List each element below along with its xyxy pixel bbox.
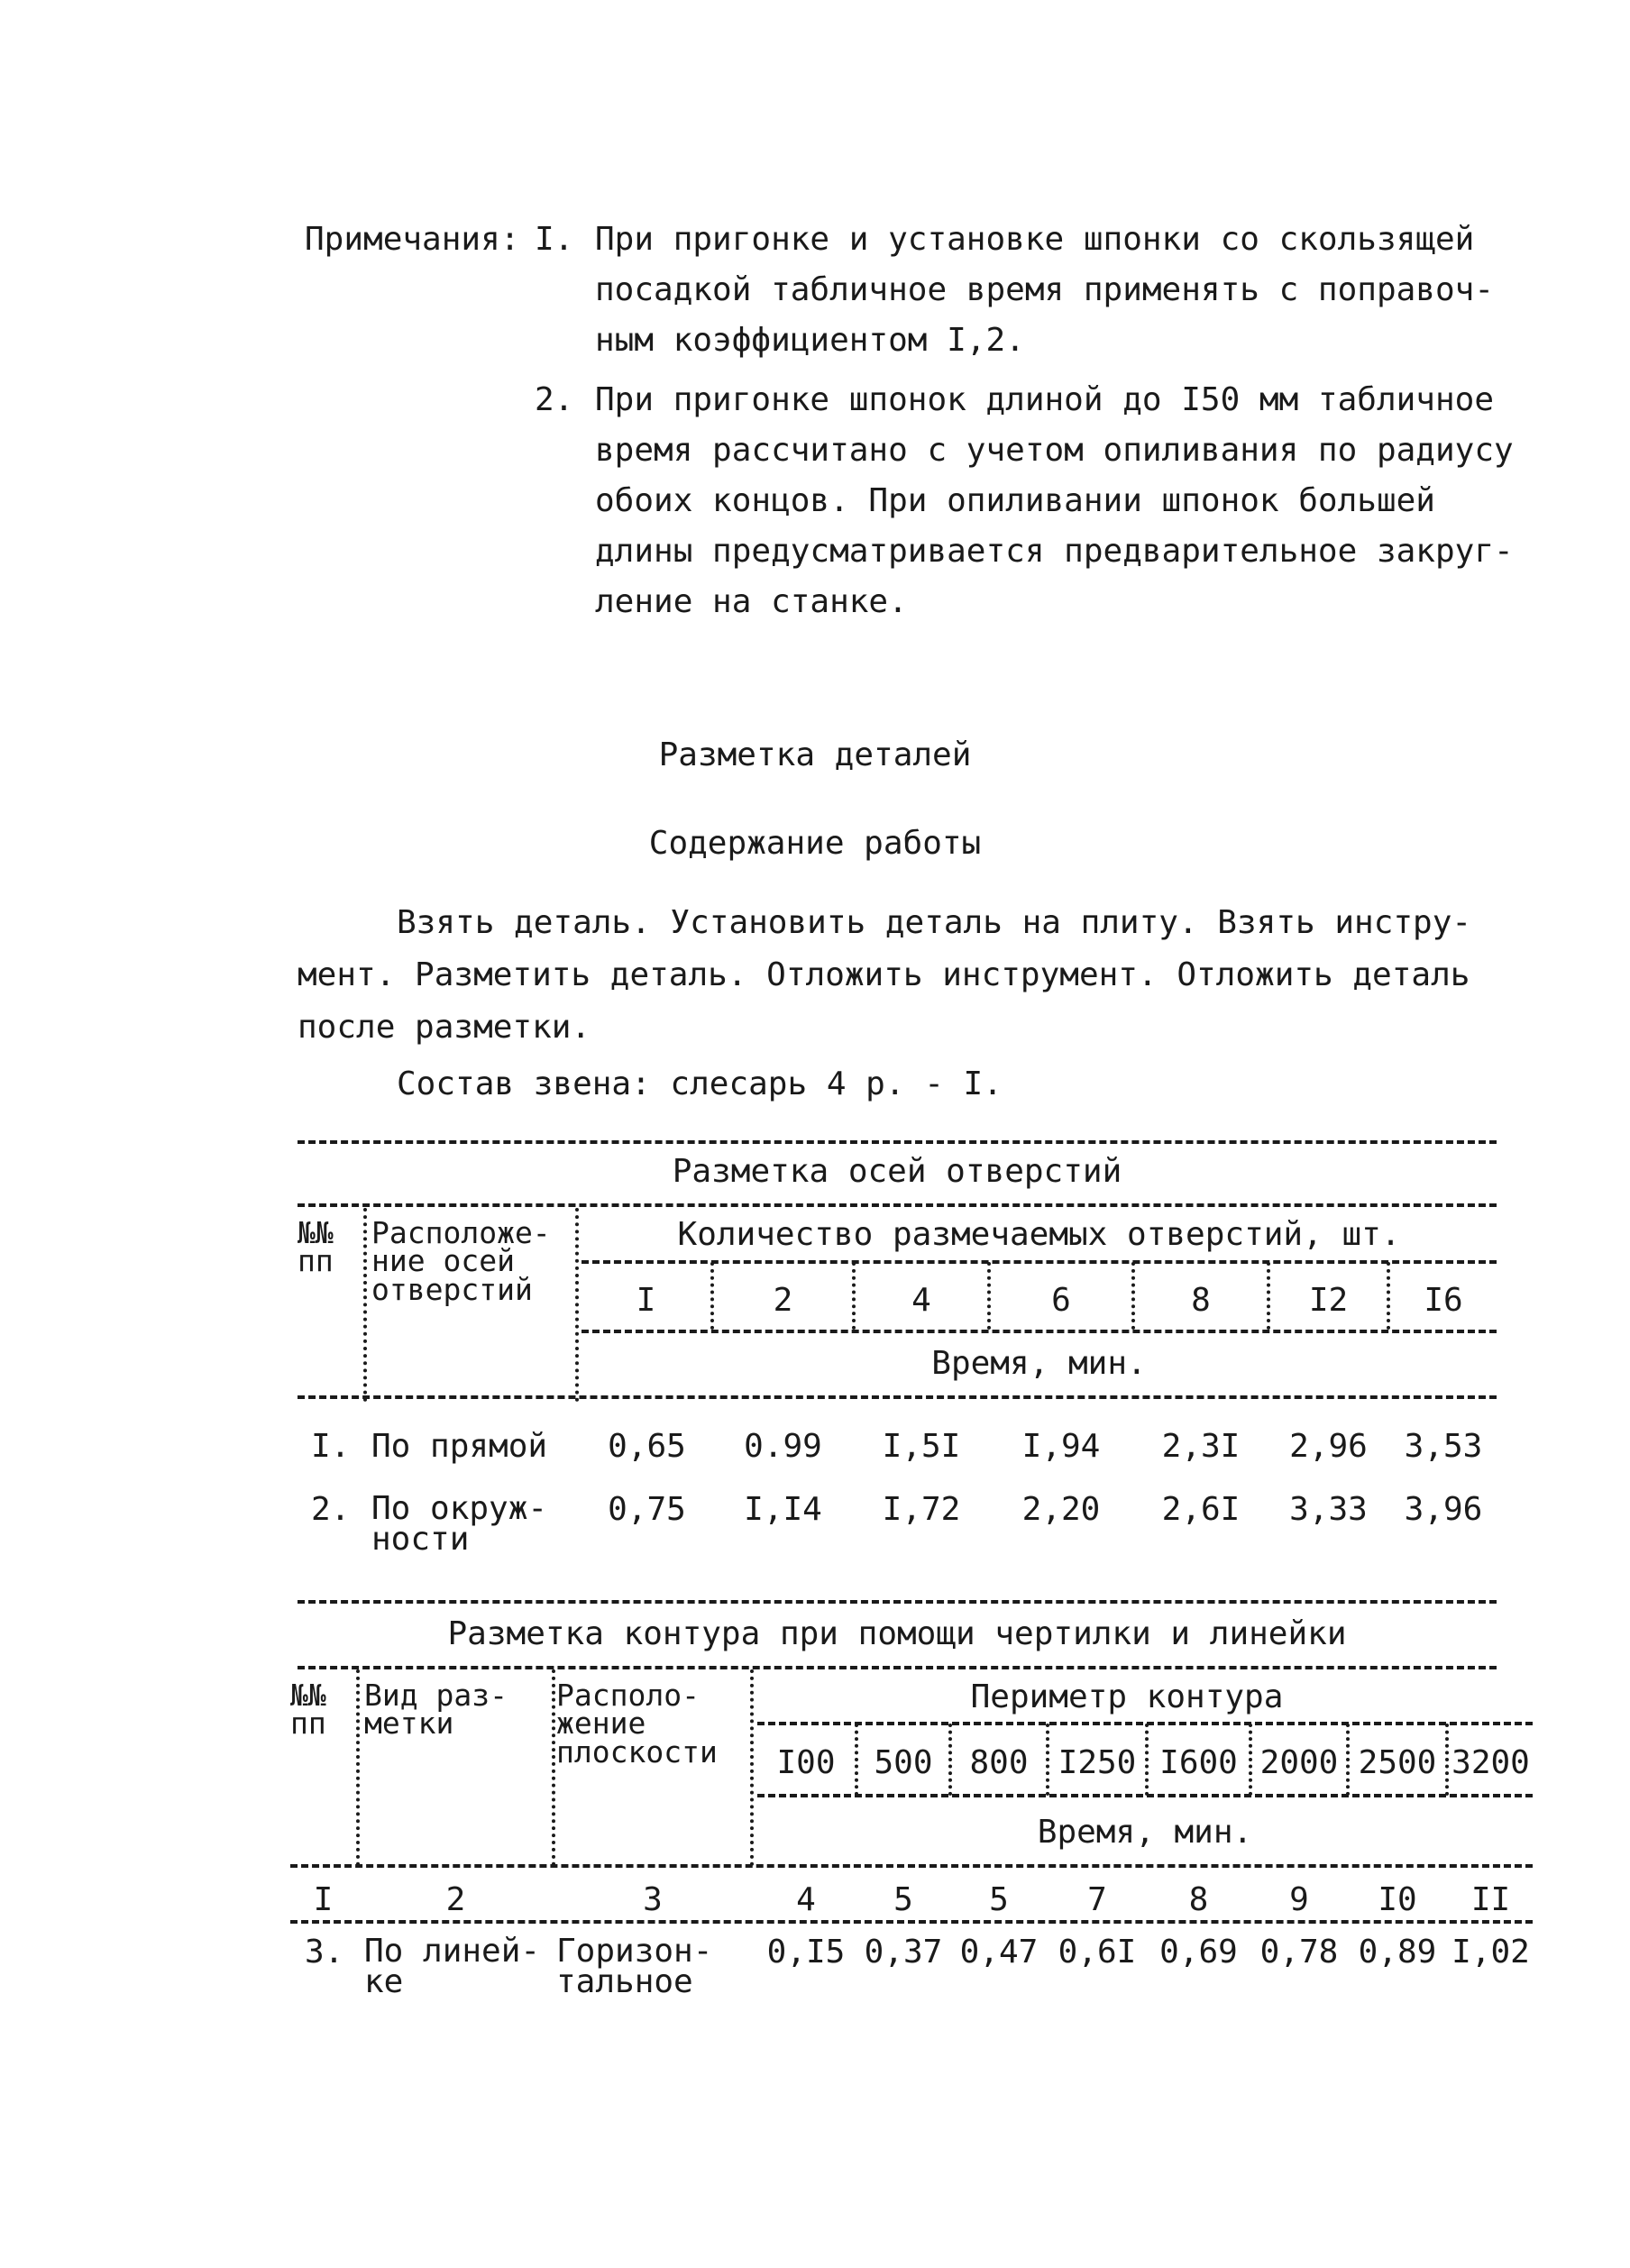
note-1-line: посадкой табличное время применять с поправоч- <box>595 271 1494 308</box>
note-2-line: время рассчитано с учетом опиливания по радиусу <box>595 432 1514 469</box>
table2-cell: 0,89 <box>1358 1934 1437 1971</box>
table1-rule <box>581 1330 1497 1333</box>
table1-cell: 2,6I <box>1161 1491 1241 1528</box>
table1-rule <box>298 1203 1497 1207</box>
table1-quantity: 4 <box>911 1282 931 1319</box>
table1-time-header: Время, мин. <box>931 1345 1147 1382</box>
table2-col-number: II <box>1470 1881 1511 1918</box>
table2-perimeter: 2500 <box>1358 1744 1437 1781</box>
table2-cell: 0,69 <box>1159 1934 1238 1971</box>
table1-cell: 0.99 <box>744 1428 822 1465</box>
table1-cell: I,5I <box>882 1428 961 1465</box>
table1-cell: 0,65 <box>608 1428 686 1465</box>
note-1-line: ным коэффициентом I,2. <box>595 322 1025 359</box>
table1-quantity: I6 <box>1424 1282 1463 1319</box>
content-line: Взять деталь. Установить деталь на плиту. Взять инстру- <box>397 904 1472 941</box>
crew-composition: Состав звена: слесарь 4 р. - I. <box>397 1065 1003 1102</box>
table1-row-name: По окруж- ности <box>371 1490 548 1559</box>
table2-perimeter: 800 <box>969 1744 1029 1781</box>
note-1-line: При пригонке и установке шпонки со скользящей <box>595 221 1475 258</box>
table1-col-divider <box>575 1208 579 1402</box>
table2-perimeter: 2000 <box>1259 1744 1339 1781</box>
notes-label: Примечания: <box>305 221 520 258</box>
table2-col-number: 3 <box>643 1881 663 1918</box>
note-2-line: ление на станке. <box>595 583 908 620</box>
table2-rule-top <box>298 1600 1497 1604</box>
table2-col-number: 2 <box>445 1881 466 1918</box>
content-line: мент. Разметить деталь. Отложить инструмент. Отложить деталь <box>298 956 1470 993</box>
table1-rule <box>298 1395 1497 1399</box>
table1-col-num-header: №№ пп <box>298 1215 334 1279</box>
content-line: после разметки. <box>298 1009 591 1046</box>
table1-cell: I,I4 <box>744 1491 822 1528</box>
table2-col-number: 8 <box>1188 1881 1209 1918</box>
table1-cell: 2,3I <box>1161 1428 1241 1465</box>
table2-cell: 0,6I <box>1058 1934 1137 1971</box>
table2-time-header: Время, мин. <box>1037 1814 1253 1851</box>
table2-cell: I,02 <box>1451 1934 1530 1971</box>
table2-rule <box>298 1666 1497 1669</box>
table2-row-plane: Горизон- тальное <box>556 1933 713 2001</box>
table2-col-number: 5 <box>893 1881 913 1918</box>
note-2-line: обоих концов. При опиливании шпонок большей <box>595 482 1435 519</box>
table1-rule <box>581 1260 1497 1264</box>
table2-col-divider <box>750 1669 754 1866</box>
table1-cell: 2,96 <box>1289 1428 1368 1465</box>
table1-cell: I,72 <box>882 1491 961 1528</box>
table1-cell: 2,20 <box>1021 1491 1101 1528</box>
table2-col-plane-header: Располо- жение плоскости <box>556 1678 718 1770</box>
table2-rule <box>757 1794 1533 1797</box>
table1-cell: 3,53 <box>1404 1428 1483 1465</box>
table2-cell: 0,37 <box>864 1934 943 1971</box>
table1-title: Разметка осей отверстий <box>672 1153 1122 1190</box>
table1-cell: 3,96 <box>1404 1491 1483 1528</box>
table2-perimeter: I250 <box>1058 1744 1137 1781</box>
table2-col-divider <box>552 1669 555 1866</box>
table2-col-kind-header: Вид раз- метки <box>364 1678 508 1742</box>
table1-group-header: Количество размечаемых отверстий, шт. <box>677 1216 1401 1253</box>
table1-quantity: 6 <box>1051 1282 1071 1319</box>
table2-perimeter: 3200 <box>1451 1744 1530 1781</box>
table1-row-name: По прямой <box>371 1428 548 1465</box>
table2-col-number: 9 <box>1289 1881 1309 1918</box>
table1-rule-top <box>298 1140 1497 1144</box>
table2-row-kind: По линей- ке <box>364 1933 541 2001</box>
table1-cell: 3,33 <box>1289 1491 1368 1528</box>
note-1-number: I. <box>535 221 574 258</box>
table1-quantity: I <box>636 1282 656 1319</box>
table2-rule <box>290 1864 1533 1868</box>
table1-quantity: I2 <box>1308 1282 1349 1319</box>
table2-col-num-header: №№ пп <box>290 1678 326 1742</box>
table1-col-divider <box>363 1208 367 1402</box>
table2-perimeter: I00 <box>776 1744 836 1781</box>
table1-quantity: 2 <box>773 1282 793 1319</box>
table1-cell: 0,75 <box>608 1491 686 1528</box>
table1-row-num: 2. <box>311 1491 351 1528</box>
table2-col-number: 7 <box>1087 1881 1107 1918</box>
table2-title: Разметка контура при помощи чертилки и линейки <box>447 1615 1347 1652</box>
table2-cell: 0,78 <box>1259 1934 1339 1971</box>
table2-group-header: Периметр контура <box>970 1678 1284 1715</box>
table2-rule <box>290 1920 1533 1924</box>
table2-cell: 0,I5 <box>766 1934 846 1971</box>
table1-row-num: I. <box>311 1428 351 1465</box>
table2-col-divider <box>356 1669 360 1866</box>
note-2-line: При пригонке шпонок длиной до I50 мм табличное <box>595 381 1494 418</box>
content-title: Содержание работы <box>648 825 982 862</box>
note-2-number: 2. <box>535 381 574 418</box>
table2-perimeter: 500 <box>874 1744 933 1781</box>
table1-quantity: 8 <box>1191 1282 1211 1319</box>
table2-col-number: 4 <box>796 1881 816 1918</box>
section-title: Разметка деталей <box>658 736 972 773</box>
note-2-line: длины предусматривается предварительное закруг- <box>595 533 1514 570</box>
table2-perimeter: I600 <box>1159 1744 1238 1781</box>
table2-col-number: I <box>313 1881 334 1918</box>
table1-col-location-header: Расположе- ние осей отверстий <box>371 1215 551 1307</box>
table2-row-num: 3. <box>305 1934 344 1971</box>
table2-col-number: I0 <box>1378 1881 1417 1918</box>
table1-cell: I,94 <box>1021 1428 1101 1465</box>
table2-cell: 0,47 <box>959 1934 1039 1971</box>
table2-col-number: 5 <box>989 1881 1009 1918</box>
